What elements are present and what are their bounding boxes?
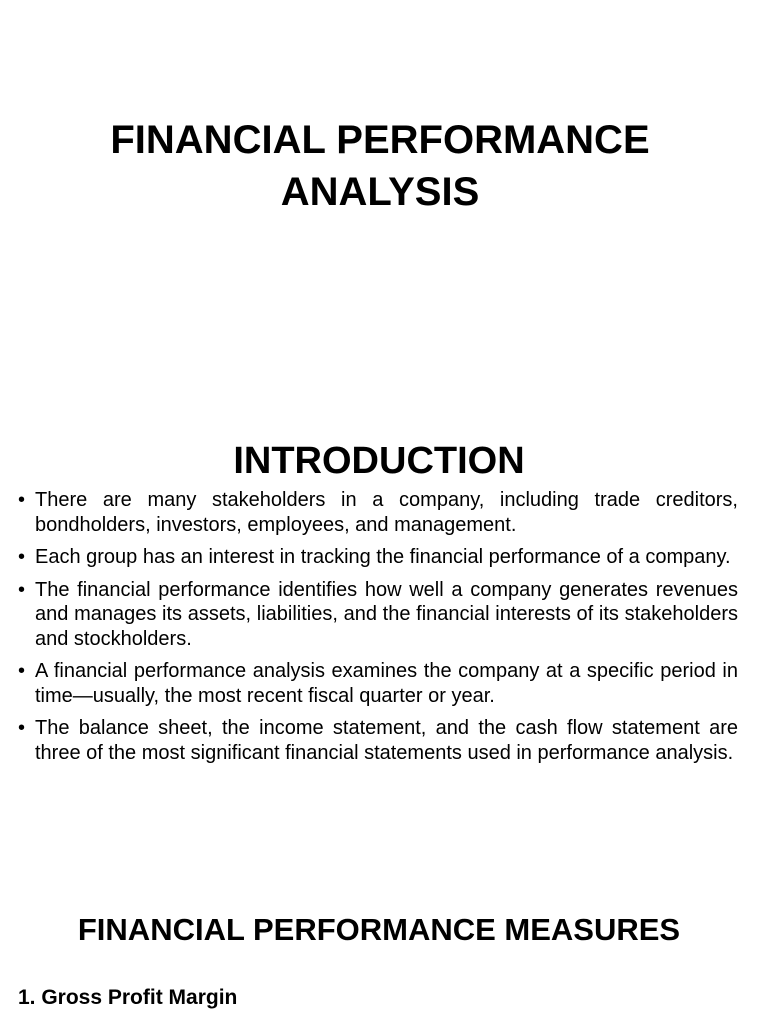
bullet-item — [18, 578, 738, 652]
bullet-text: The balance sheet, the income statement, and the cash flow statement are three of the most significant financial statements used in performance analysis. — [35, 717, 738, 764]
bullet-icon: • — [18, 660, 26, 682]
introduction-heading: INTRODUCTION — [233, 440, 525, 482]
bullet-item — [18, 488, 738, 537]
bullet-icon: • — [18, 489, 26, 511]
bullet-icon: • — [18, 717, 26, 739]
slide-title: FINANCIAL PERFORMANCE ANALYSIS — [110, 118, 650, 214]
introduction-bullet-list — [18, 488, 738, 773]
bullet-text: The financial performance identifies how well a company generates revenues and manages its assets, liabilities, and the financial interests of its stakeholders and stockholders. — [35, 578, 738, 650]
bullet-item — [18, 716, 738, 765]
bullet-text: There are many stakeholders in a company, including trade creditors, bondholders, investors, employees, and management. — [35, 489, 738, 536]
bullet-icon: • — [18, 578, 26, 601]
bullet-icon: • — [18, 546, 26, 568]
bullet-text: Each group has an interest in tracking the financial performance of a company. — [35, 546, 731, 568]
bullet-item — [18, 545, 738, 570]
bullet-item — [18, 659, 738, 708]
gross-profit-margin-subheading: 1. Gross Profit Margin — [18, 986, 238, 1009]
measures-heading: FINANCIAL PERFORMANCE MEASURES — [77, 912, 681, 947]
bullet-text: A financial performance analysis examines the company at a specific period in time—usually, the most recent fiscal quarter or year. — [35, 660, 738, 707]
